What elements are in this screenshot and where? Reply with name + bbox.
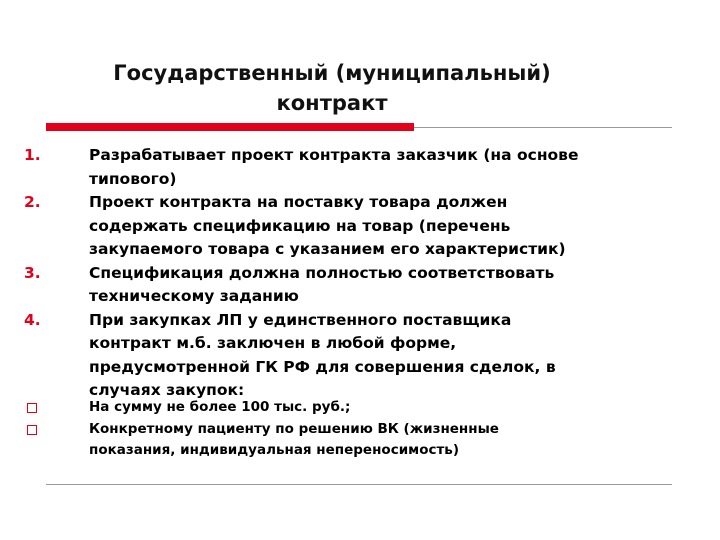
hollow-square-bullet-icon bbox=[27, 425, 37, 435]
title-accent-bar bbox=[46, 123, 414, 131]
list-item bbox=[24, 309, 674, 403]
item-line: закупаемого товара с указанием его характеристик) bbox=[89, 240, 566, 258]
item-number: 1. bbox=[24, 146, 41, 164]
bullet-list bbox=[24, 397, 674, 462]
footer-divider-line bbox=[46, 484, 672, 485]
item-number: 3. bbox=[24, 263, 41, 282]
item-line: техническому заданию bbox=[89, 287, 299, 305]
bullet-line: Конкретному пациенту по решению ВК (жизненные bbox=[89, 420, 499, 437]
item-line: случаях закупок: bbox=[89, 381, 245, 399]
item-line: Разрабатывает проект контракта заказчик (на основе bbox=[89, 146, 579, 164]
item-line: типового) bbox=[89, 169, 177, 188]
page-title bbox=[96, 58, 568, 118]
title-divider-line bbox=[414, 127, 672, 128]
item-line: При закупках ЛП у единственного поставщика bbox=[89, 310, 512, 329]
item-line: Проект контракта на поставку товара должен bbox=[89, 193, 508, 211]
list-item bbox=[24, 144, 674, 191]
item-line: предусмотренной ГК РФ для совершения сделок, в bbox=[89, 357, 556, 376]
title-line-2: контракт bbox=[276, 91, 388, 115]
bullet-line: показания, индивидуальная непереносимость) bbox=[89, 442, 459, 458]
item-number: 4. bbox=[24, 310, 41, 329]
list-item bbox=[24, 191, 674, 262]
item-line: контракт м.б. заключен в любой форме, bbox=[89, 334, 457, 352]
bullet-line: На сумму не более 100 тыс. руб.; bbox=[89, 399, 351, 415]
item-line: содержать спецификацию на товар (перечень bbox=[89, 216, 511, 235]
list-item bbox=[24, 262, 674, 309]
numbered-list bbox=[24, 144, 674, 403]
bullet-item bbox=[24, 397, 674, 419]
item-line: Спецификация должна полностью соответствовать bbox=[89, 263, 555, 282]
item-number: 2. bbox=[24, 193, 41, 211]
hollow-square-bullet-icon bbox=[27, 403, 37, 413]
title-line-1: Государственный (муниципальный) bbox=[113, 61, 551, 85]
bullet-item bbox=[24, 419, 674, 462]
